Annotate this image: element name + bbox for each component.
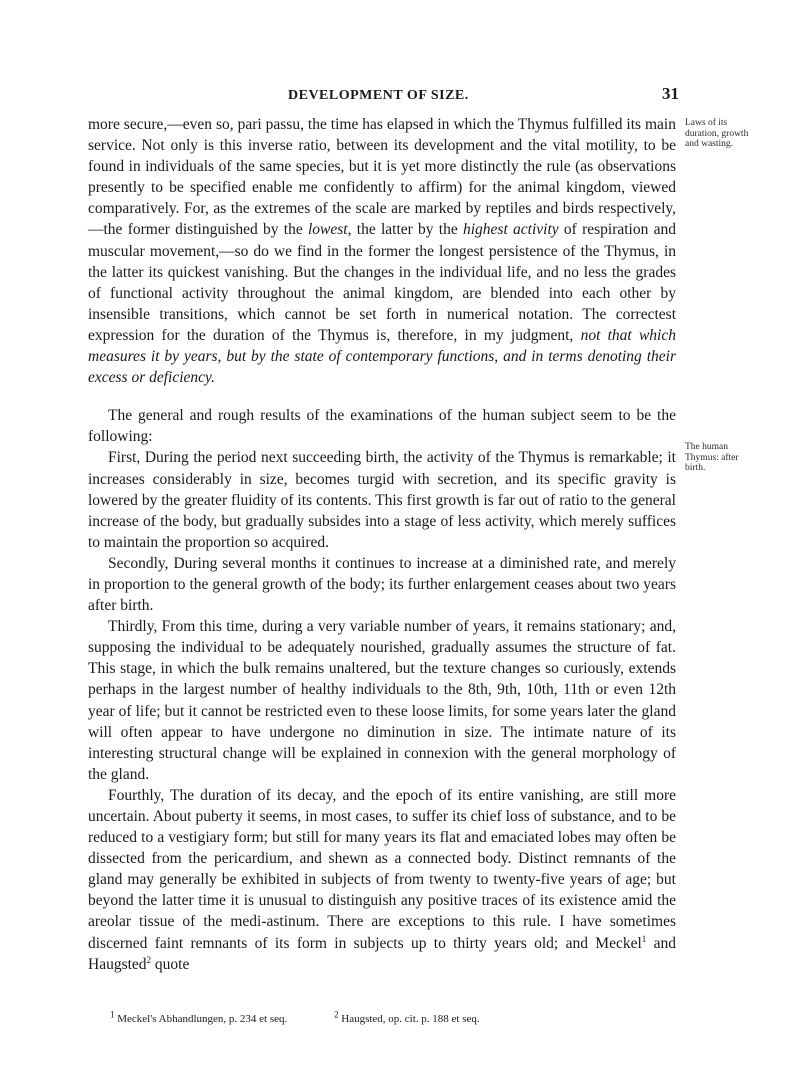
running-title: DEVELOPMENT OF SIZE. [288, 88, 469, 103]
footnote-1 [110, 1009, 288, 1026]
text-run: more secure,—even so, pari passu, the time has elapsed in which the Thymus fulfilled its main service. Not only is this inverse ratio, between its development and the vital motility, to be found in individuals of the same species, but it is yet more distinctly the rule (as observations presently to be specified enable me confidently to affirm) for the animal kingdom, viewed comparatively. For, as the extremes of the scale are marked by reptiles and birds respectively,—the former distinguished by the [88, 116, 676, 239]
italic-text: highest activity [463, 221, 559, 239]
footnote-text: Meckel's Abhandlungen, p. 234 et seq. [117, 1013, 288, 1025]
paragraph-1 [88, 114, 676, 388]
text-run: quote [151, 955, 190, 973]
footnote-2 [334, 1009, 480, 1026]
footnote-text: Haugsted, op. cit. p. 188 et seq. [341, 1013, 480, 1025]
text-run: Secondly, During several months it continues to increase at a diminished rate, and merely in proportion to the general growth of the body; its further enlargement ceases about two years after birth. [88, 554, 676, 615]
paragraph-2 [88, 405, 676, 447]
text-run: and Haugsted [88, 934, 676, 973]
margin-note-duration: Laws of its duration, growth and wasting. [685, 118, 749, 149]
body-text [88, 114, 676, 975]
paragraph-5 [88, 616, 676, 785]
footnote-ref: 1 [641, 933, 647, 944]
text-run: Fourthly, The duration of its decay, and the epoch of its entire vanishing, are still more uncertain. About puberty it seems, in most cases, to suffer its chief loss of substance, and to be reduced to a vestigiary form; but still for many years its flat and emaciated lobes may often be dissected from the pericardium, and shewn as a connected body. Distinct remnants of the gland may generally be exhibited in subjects of from twenty to twenty-five years of age; but beyond the latter time it is unusual to distinguish any positive traces of its existence amid the areolar tissue of the medi-astinum. There are exceptions to this rule. I have sometimes discerned faint remnants of its form in subjects up to thirty years old; and Meckel [88, 786, 676, 952]
paragraph-4 [88, 553, 676, 616]
paragraph-3 [88, 447, 676, 552]
footnote-ref: 2 [146, 954, 152, 965]
page-number: 31 [662, 84, 679, 103]
margin-note-human-thymus: The human Thymus: after birth. [685, 442, 739, 473]
italic-text: lowest [308, 221, 348, 239]
text-run: of respiration and muscular movement,—so do we find in the former the longest persistence of the Thymus, in the latter its quickest vanishing. But the changes in the individual life, and no less the grades of functional activity throughout the animal kingdom, are blended into each other by insensible transitions, which cannot be set forth in numerical notation. The correctest expression for the duration of the Thymus is, therefore, in my judgment, [88, 221, 677, 344]
paragraph-6 [88, 785, 676, 975]
footnote-mark: 2 [334, 1009, 339, 1020]
text-run: Thirdly, From this time, during a very variable number of years, it remains stationary; and, supposing the individual to be adequately nourished, gradually assumes the structure of fat. This stage, in which the bulk remains unaltered, but the texture changes so curiously, extends perhaps in the largest number of healthy individuals to the 8th, 9th, 10th, 11th or even 12th year of life; but it cannot be restricted even to these loose limits, for some years later the gland will often appear to have undergone no diminution in size. The intimate nature of its interesting structural change will be explained in connexion with the general morphology of the gland. [88, 618, 676, 783]
text-run: The general and rough results of the examinations of the human subject seem to be the following: [88, 407, 676, 446]
text-run: , the latter by the [347, 221, 463, 239]
footnote-mark: 1 [110, 1009, 115, 1020]
text-run: First, During the period next succeeding birth, the activity of the Thymus is remarkable; it increases considerably in size, becomes turgid with secretion, and its specific gravity is lowered by the greater fluidity of its contents. This first growth is far out of ratio to the general increase of the body, but gradually subsides into a stage of less activity, which merely suffices to maintain the proportion so acquired. [88, 449, 676, 551]
italic-text: not that which measures it by years, but by the state of contemporary functions, and in terms denoting their excess or deficiency. [88, 326, 676, 387]
